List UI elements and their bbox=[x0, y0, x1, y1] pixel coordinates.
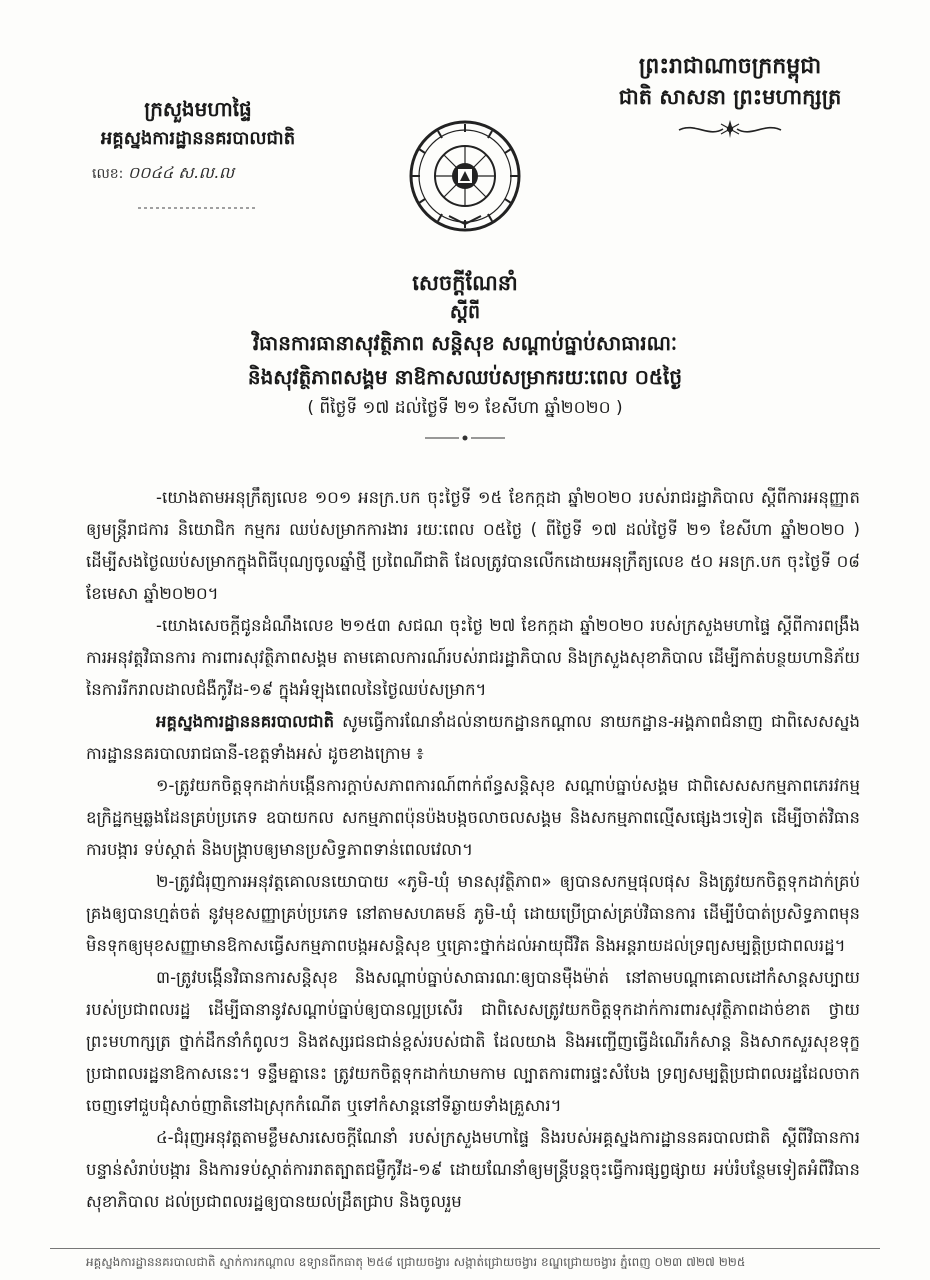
document-body bbox=[86, 482, 860, 1218]
title-divider bbox=[425, 434, 505, 442]
title-line-2: ស្ដីពី bbox=[449, 301, 481, 323]
kingdom-name: ព្រះរាជាណាចក្រកម្ពុជា bbox=[638, 54, 822, 79]
police-emblem-icon bbox=[409, 112, 521, 240]
directive-intro-text: សូមធ្វើការណែនាំដល់នាយកដ្ឋានកណ្ដាល នាយកដ្ឋាន-អង្គភាពជំនាញ ជាពិសេសស្នងការដ្ឋាននគរបាលរាជធានី-ខេត្តទាំងអស់ ដូចខាងក្រោម ៖ bbox=[86, 712, 860, 763]
paragraph-point-1: ១-ត្រូវយកចិត្តទុកដាក់បង្កើនការក្ដាប់សភាពការណ៍ពាក់ព័ន្ធសន្តិសុខ សណ្ដាប់ធ្នាប់សង្គម ជាពិសេសសកម្មភាពភេរវកម្ម ឧក្រិដ្ឋកម្មឆ្លងដែនគ្រប់ប្រភេទ ឧបាយកល សកម្មភាពប៉ុនប៉ងបង្កចលាចលសង្គម និងសកម្មភាពល្មើសផ្សេងៗទៀត ដើម្បីចាត់វិធានការបង្ការ ទប់ស្កាត់ និងបង្ក្រាបឲ្យមានប្រសិទ្ធភាពទាន់ពេលវេលា។ bbox=[86, 776, 860, 859]
national-motto: ជាតិ សាសនា ព្រះមហាក្សត្រ bbox=[618, 85, 842, 109]
paragraph-point-2: ២-ត្រូវជំរុញការអនុវត្តគោលនយោបាយ «ភូមិ-ឃុំ មានសុវត្ថិភាព» ឲ្យបានសកម្មផុលផុស និងត្រូវយកចិត្តទុកដាក់គ្រប់គ្រងឲ្យបានហ្មត់ចត់ នូវមុខសញ្ញាគ្រប់ប្រភេទ នៅតាមសហគមន៍ ភូមិ-ឃុំ ដោយប្រើប្រាស់គ្រប់វិធានការ ដើម្បីបំបាត់ប្រសិទ្ធភាពមុន មិនទុកឲ្យមុខសញ្ញាមានឱកាសធ្វើសកម្មភាពបង្កអសន្តិសុខ ឬគ្រោះថ្នាក់ដល់អាយុជីវិត និងអន្តរាយដល់ទ្រព្យសម្បត្តិប្រជាពលរដ្ឋ។ bbox=[86, 872, 860, 955]
title-line-1: សេចក្ដីណែនាំ bbox=[412, 271, 518, 295]
header-divider bbox=[138, 205, 258, 211]
reference-number bbox=[58, 162, 338, 185]
ministry-name: ក្រសួងមហាផ្ទៃ bbox=[144, 97, 252, 121]
reference-value: ០០៤៤ ស.ល.ល bbox=[127, 163, 235, 182]
paragraph-reference-2: -យោងសេចក្ដីជូនដំណឹងលេខ ២១៥៣ សជណ ចុះថ្ងៃ ២៧ ខែកក្កដា ឆ្នាំ២០២០ របស់ក្រសួងមហាផ្ទៃ ស្ដីពីការពង្រឹងការអនុវត្តវិធានការ ការពារសុវត្ថិភាពសង្គម តាមគោលការណ៍របស់រាជរដ្ឋាភិបាល និងក្រសួងសុខាភិបាល ដើម្បីកាត់បន្ថយហានិភ័យនៃការរីករាលដាលជំងឺកូវីដ-១៩ ក្នុងអំឡុងពេលនៃថ្ងៃឈប់សម្រាក។ bbox=[86, 616, 860, 699]
title-line-3: វិធានការធានាសុវត្ថិភាព សន្តិសុខ សណ្ដាប់ធ្នាប់សាធារណៈ bbox=[252, 331, 678, 355]
title-line-4: និងសុវត្ថិភាពសង្គម នាឱកាសឈប់សម្រាករយៈពេល ០៥ថ្ងៃ bbox=[247, 365, 683, 389]
paragraph-point-4: ៤-ជំរុញអនុវត្តតាមខ្លឹមសារសេចក្ដីណែនាំ របស់ក្រសួងមហាផ្ទៃ និងរបស់អគ្គស្នងការដ្ឋាននគរបាលជាតិ ស្ដីពីវិធានការបន្ទាន់សំរាប់បង្ការ និងការទប់ស្កាត់ការរាតត្បាតជម្ងឺកូវីដ-១៩ ដោយណែនាំឲ្យមន្ត្រីបន្តចុះធ្វើការផ្សព្វផ្សាយ អប់រំបន្ថែមទៀតអំពីវិធានសុខាភិបាល ដល់ប្រជាពលរដ្ឋឲ្យបានយល់ដ្រឹតជ្រាប និងចូលរួម bbox=[86, 1128, 860, 1211]
title-date-range: ( ពីថ្ងៃទី ១៧ ដល់ថ្ងៃទី ២១ ខែសីហា ឆ្នាំ២០២០ ) bbox=[307, 398, 623, 418]
document-title bbox=[60, 268, 870, 442]
ministry-header bbox=[58, 94, 338, 211]
paragraph-reference-1: -យោងតាមអនុក្រឹត្យលេខ ១០១ អនក្រ.បក ចុះថ្ងៃទី ១៥ ខែកក្កដា ឆ្នាំ២០២០ របស់រាជរដ្ឋាភិបាល ស្ដីពីការអនុញ្ញាតឲ្យមន្ត្រីរាជការ និយោជិក កម្មករ ឈប់សម្រាកការងារ រយៈពេល ០៥ថ្ងៃ ( ពីថ្ងៃទី ១៧ ដល់ថ្ងៃទី ២១ ខែសីហា ឆ្នាំ២០២០ ) ដើម្បីសងថ្ងៃឈប់សម្រាកក្នុងពិធីបុណ្យចូលឆ្នាំថ្មី ប្រពៃណីជាតិ ដែលត្រូវបានលើកដោយអនុក្រឹត្យលេខ ៥០ អនក្រ.បក ចុះថ្ងៃទី ០៨ ខែមេសា ឆ្នាំ២០២០។ bbox=[86, 488, 860, 603]
paragraph-directive-intro bbox=[86, 706, 860, 770]
reference-label: លេខ: bbox=[92, 166, 124, 182]
kingdom-header bbox=[580, 52, 880, 140]
ornament-flourish-icon bbox=[675, 118, 785, 140]
footer-address: អគ្គស្នងការដ្ឋាននគរបាលជាតិ ស្នាក់ការកណ្ដាល ឧទ្យានពីកធាតុ ២៥៨ ជ្រោយចង្វារ សង្កាត់ជ្រោយចង្វារ ខណ្ឌជ្រោយចង្វារ ភ្នំពេញ ០២៣ ៧២៧ ២២៥ bbox=[86, 1255, 746, 1269]
footer-divider bbox=[50, 1248, 880, 1249]
paragraph-point-3: ៣-ត្រូវបង្កើនវិធានការសន្តិសុខ និងសណ្ដាប់ធ្នាប់សាធារណៈឲ្យបានម៉ឺងម៉ាត់ នៅតាមបណ្ដាគោលដៅកំសាន្តសប្បាយរបស់ប្រជាពលរដ្ឋ ដើម្បីធានានូវសណ្ដាប់ធ្នាប់ឲ្យបានល្អប្រសើរ ជាពិសេសត្រូវយកចិត្តទុកដាក់ការពារសុវត្ថិភាពដាច់ខាត ថ្វាយព្រះមហាក្សត្រ ថ្នាក់ដឹកនាំកំពូលៗ និងឥស្សរជនជាន់ខ្ពស់របស់ជាតិ ដែលយាង និងអញ្ជើញធ្វើដំណើរកំសាន្ត និងសាកសួរសុខទុក្ខប្រជាពលរដ្ឋនាឱកាសនេះ។ ទន្ទឹមគ្នានេះ ត្រូវយកចិត្តទុកដាក់ឃាមកាម ល្បាតការពារផ្ទះសំបែង ទ្រព្យសម្បត្តិប្រជាពលរដ្ឋដែលចាកចេញទៅជួបជុំសាច់ញាតិនៅឯស្រុកកំណើត ឬទៅកំសាន្តនៅទីឆ្ងាយទាំងគ្រួសារ។ bbox=[86, 968, 860, 1115]
department-name: អគ្គស្នងការដ្ឋាននគរបាលជាតិ bbox=[100, 128, 296, 149]
directive-issuer: អគ្គស្នងការដ្ឋាននគរបាលជាតិ bbox=[156, 712, 335, 731]
